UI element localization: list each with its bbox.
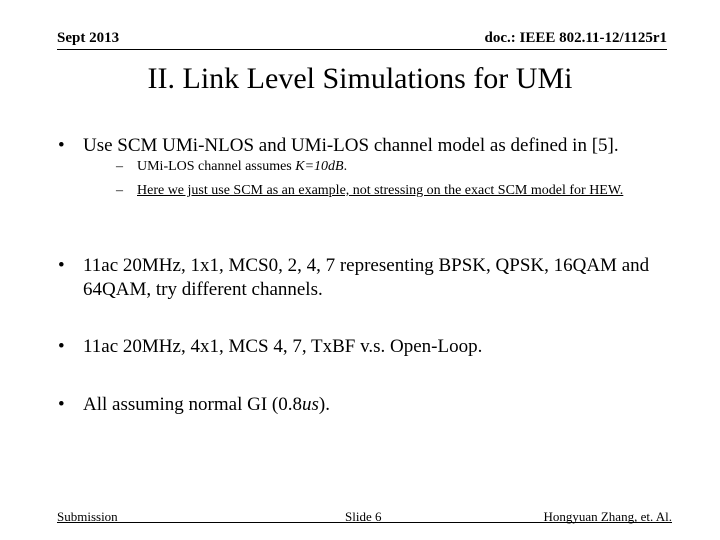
bullet-text: 11ac 20MHz, 1x1, MCS0, 2, 4, 7 representing BPSK, QPSK, 16QAM and 64QAM, try different channels.: [83, 255, 650, 300]
sub-bullet-prefix: UMi-LOS channel assumes: [137, 159, 296, 174]
bullet-emphasis: us: [302, 394, 319, 415]
bullet-text: [83, 393, 673, 417]
sub-bullet-marker: –: [116, 159, 123, 174]
bullet-marker: •: [58, 255, 65, 276]
slide-title: II. Link Level Simulations for UMi: [147, 62, 573, 95]
sub-bullet-suffix: .: [343, 159, 348, 174]
bullet-text: Use SCM UMi-NLOS and UMi-LOS channel model as defined in [5].: [83, 135, 619, 156]
footer-author: Hongyuan Zhang, et. Al.: [543, 509, 672, 524]
header-doc-id: doc.: IEEE 802.11-12/1125r1: [484, 30, 667, 46]
bullet-suffix: ).: [318, 394, 330, 415]
sub-bullet-marker: –: [116, 183, 123, 198]
bullet-text: 11ac 20MHz, 4x1, MCS 4, 7, TxBF v.s. Open-Loop.: [83, 336, 483, 357]
bullet-marker: •: [58, 394, 65, 415]
header-divider: [57, 49, 667, 50]
header-date: Sept 2013: [57, 30, 120, 46]
sub-bullet-text: [137, 158, 657, 175]
bullet-marker: •: [58, 135, 65, 156]
footer-submission: Submission: [57, 509, 118, 524]
bullet-marker: •: [58, 336, 65, 357]
sub-bullet-text: Here we just use SCM as an example, not stressing on the exact SCM model for HEW.: [137, 183, 624, 198]
sub-bullet-emphasis: K=10dB: [295, 159, 344, 174]
bullet-prefix: All assuming normal GI (0.8: [83, 394, 303, 415]
footer-slide-number: Slide 6: [345, 509, 382, 524]
